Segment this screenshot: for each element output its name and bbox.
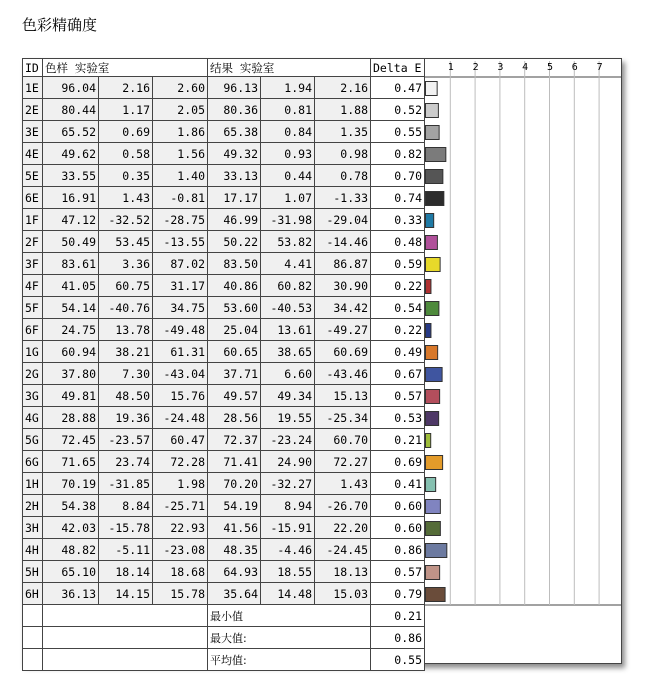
delta-e-cell: 0.52 — [371, 99, 425, 121]
delta-e-bar — [426, 434, 431, 448]
delta-e-cell: 0.70 — [371, 165, 425, 187]
delta-e-bar — [426, 82, 438, 96]
result-a-cell: 1.94 — [261, 77, 315, 99]
result-b-cell: 15.13 — [315, 385, 371, 407]
result-b-cell: 1.43 — [315, 473, 371, 495]
result-b-cell: 22.20 — [315, 517, 371, 539]
header-id: ID — [23, 59, 43, 77]
delta-e-cell: 0.47 — [371, 77, 425, 99]
table-header-row — [23, 59, 425, 77]
summary-value: 0.21 — [371, 605, 425, 627]
ref-b-cell: -23.08 — [153, 539, 208, 561]
table-row — [23, 561, 425, 583]
ref-a-cell: 14.15 — [99, 583, 153, 605]
result-L-cell: 70.20 — [208, 473, 261, 495]
result-b-cell: 34.42 — [315, 297, 371, 319]
delta-e-cell: 0.55 — [371, 121, 425, 143]
result-b-cell: 72.27 — [315, 451, 371, 473]
result-L-cell: 49.32 — [208, 143, 261, 165]
table-row — [23, 297, 425, 319]
row-id: 4E — [23, 143, 43, 165]
table-row — [23, 121, 425, 143]
result-b-cell: -26.70 — [315, 495, 371, 517]
ref-L-cell: 16.91 — [43, 187, 99, 209]
ref-L-cell: 65.52 — [43, 121, 99, 143]
table-row — [23, 517, 425, 539]
result-L-cell: 54.19 — [208, 495, 261, 517]
summary-row — [23, 649, 425, 671]
x-tick-label: 2 — [472, 62, 479, 73]
color-accuracy-panel — [22, 58, 622, 667]
result-L-cell: 72.37 — [208, 429, 261, 451]
result-b-cell: 0.98 — [315, 143, 371, 165]
result-a-cell: 38.65 — [261, 341, 315, 363]
ref-L-cell: 28.88 — [43, 407, 99, 429]
header-delta-e: Delta E — [371, 59, 425, 77]
delta-e-cell: 0.79 — [371, 583, 425, 605]
x-tick-label: 3 — [497, 62, 504, 73]
result-a-cell: 0.44 — [261, 165, 315, 187]
delta-e-bar — [426, 280, 431, 294]
result-a-cell: 4.41 — [261, 253, 315, 275]
ref-L-cell: 80.44 — [43, 99, 99, 121]
row-id: 5E — [23, 165, 43, 187]
row-id: 5G — [23, 429, 43, 451]
result-L-cell: 40.86 — [208, 275, 261, 297]
summary-value: 0.86 — [371, 627, 425, 649]
ref-a-cell: 18.14 — [99, 561, 153, 583]
delta-e-cell: 0.86 — [371, 539, 425, 561]
result-a-cell: -32.27 — [261, 473, 315, 495]
ref-a-cell: 60.75 — [99, 275, 153, 297]
table-row — [23, 363, 425, 385]
table-row — [23, 473, 425, 495]
ref-b-cell: 1.40 — [153, 165, 208, 187]
row-id: 4H — [23, 539, 43, 561]
ref-L-cell: 60.94 — [43, 341, 99, 363]
ref-b-cell: -0.81 — [153, 187, 208, 209]
ref-a-cell: 0.69 — [99, 121, 153, 143]
ref-a-cell: -5.11 — [99, 539, 153, 561]
row-id: 5F — [23, 297, 43, 319]
delta-e-cell: 0.60 — [371, 495, 425, 517]
ref-b-cell: 31.17 — [153, 275, 208, 297]
ref-b-cell: 15.78 — [153, 583, 208, 605]
delta-e-bar — [426, 148, 446, 162]
row-id: 2E — [23, 99, 43, 121]
row-id: 3E — [23, 121, 43, 143]
result-a-cell: 60.82 — [261, 275, 315, 297]
delta-e-cell: 0.57 — [371, 561, 425, 583]
row-id: 2F — [23, 231, 43, 253]
summary-blank-cell — [23, 649, 43, 671]
result-a-cell: 0.93 — [261, 143, 315, 165]
result-L-cell: 28.56 — [208, 407, 261, 429]
delta-e-bar — [426, 170, 443, 184]
result-b-cell: 1.35 — [315, 121, 371, 143]
delta-e-bar-chart — [424, 58, 622, 664]
result-b-cell: 18.13 — [315, 561, 371, 583]
result-a-cell: 14.48 — [261, 583, 315, 605]
result-a-cell: 24.90 — [261, 451, 315, 473]
summary-label: 最大值: — [208, 627, 371, 649]
ref-L-cell: 71.65 — [43, 451, 99, 473]
row-id: 5H — [23, 561, 43, 583]
row-id: 6F — [23, 319, 43, 341]
delta-e-bar — [426, 214, 434, 228]
delta-e-cell: 0.33 — [371, 209, 425, 231]
delta-e-cell: 0.49 — [371, 341, 425, 363]
summary-label: 最小值 — [208, 605, 371, 627]
table-row — [23, 407, 425, 429]
ref-b-cell: -43.04 — [153, 363, 208, 385]
result-a-cell: 53.82 — [261, 231, 315, 253]
table-row — [23, 165, 425, 187]
result-L-cell: 33.13 — [208, 165, 261, 187]
result-b-cell: 60.70 — [315, 429, 371, 451]
row-id: 3G — [23, 385, 43, 407]
ref-b-cell: -49.48 — [153, 319, 208, 341]
delta-e-bar — [426, 566, 440, 580]
result-a-cell: 6.60 — [261, 363, 315, 385]
summary-row — [23, 627, 425, 649]
delta-e-bar — [426, 236, 438, 250]
result-b-cell: 60.69 — [315, 341, 371, 363]
ref-L-cell: 49.62 — [43, 143, 99, 165]
ref-L-cell: 72.45 — [43, 429, 99, 451]
result-b-cell: 30.90 — [315, 275, 371, 297]
delta-e-bar — [426, 126, 440, 140]
ref-b-cell: 61.31 — [153, 341, 208, 363]
result-L-cell: 46.99 — [208, 209, 261, 231]
ref-L-cell: 47.12 — [43, 209, 99, 231]
result-b-cell: 2.16 — [315, 77, 371, 99]
ref-b-cell: 1.98 — [153, 473, 208, 495]
delta-e-bar — [426, 522, 441, 536]
ref-a-cell: 53.45 — [99, 231, 153, 253]
result-L-cell: 41.56 — [208, 517, 261, 539]
delta-e-bar — [426, 324, 431, 338]
table-row — [23, 495, 425, 517]
delta-e-bar — [426, 192, 444, 206]
result-L-cell: 48.35 — [208, 539, 261, 561]
table-row — [23, 429, 425, 451]
row-id: 2H — [23, 495, 43, 517]
table-row — [23, 341, 425, 363]
delta-e-cell: 0.82 — [371, 143, 425, 165]
result-L-cell: 53.60 — [208, 297, 261, 319]
ref-a-cell: 8.84 — [99, 495, 153, 517]
summary-blank-cell — [23, 605, 43, 627]
row-id: 1E — [23, 77, 43, 99]
result-L-cell: 35.64 — [208, 583, 261, 605]
delta-e-bar — [426, 368, 443, 382]
result-b-cell: -24.45 — [315, 539, 371, 561]
ref-a-cell: -31.85 — [99, 473, 153, 495]
result-a-cell: 1.07 — [261, 187, 315, 209]
delta-e-bar — [426, 104, 439, 118]
chart-frame — [425, 59, 622, 664]
header-result-lab: 结果 实验室 — [208, 59, 371, 77]
result-a-cell: 19.55 — [261, 407, 315, 429]
ref-L-cell: 70.19 — [43, 473, 99, 495]
delta-e-cell: 0.53 — [371, 407, 425, 429]
row-id: 6G — [23, 451, 43, 473]
row-id: 1H — [23, 473, 43, 495]
result-L-cell: 50.22 — [208, 231, 261, 253]
table-row — [23, 77, 425, 99]
result-b-cell: -1.33 — [315, 187, 371, 209]
result-a-cell: -4.46 — [261, 539, 315, 561]
ref-b-cell: 15.76 — [153, 385, 208, 407]
delta-e-cell: 0.22 — [371, 319, 425, 341]
result-L-cell: 37.71 — [208, 363, 261, 385]
delta-e-cell: 0.60 — [371, 517, 425, 539]
delta-e-bar — [426, 478, 436, 492]
row-id: 1G — [23, 341, 43, 363]
result-b-cell: 0.78 — [315, 165, 371, 187]
result-a-cell: 0.84 — [261, 121, 315, 143]
header-reference-lab: 色样 实验室 — [43, 59, 208, 77]
table-row — [23, 253, 425, 275]
ref-b-cell: -13.55 — [153, 231, 208, 253]
row-id: 3F — [23, 253, 43, 275]
ref-b-cell: 60.47 — [153, 429, 208, 451]
ref-L-cell: 36.13 — [43, 583, 99, 605]
ref-b-cell: 18.68 — [153, 561, 208, 583]
delta-e-cell: 0.74 — [371, 187, 425, 209]
delta-e-cell: 0.67 — [371, 363, 425, 385]
result-a-cell: -15.91 — [261, 517, 315, 539]
result-a-cell: 0.81 — [261, 99, 315, 121]
result-L-cell: 65.38 — [208, 121, 261, 143]
delta-e-cell: 0.59 — [371, 253, 425, 275]
table-row — [23, 583, 425, 605]
result-b-cell: -25.34 — [315, 407, 371, 429]
ref-b-cell: 1.56 — [153, 143, 208, 165]
table-row — [23, 143, 425, 165]
result-L-cell: 60.65 — [208, 341, 261, 363]
x-tick-label: 4 — [522, 62, 529, 73]
result-b-cell: -43.46 — [315, 363, 371, 385]
ref-b-cell: 87.02 — [153, 253, 208, 275]
result-b-cell: 86.87 — [315, 253, 371, 275]
row-id: 6H — [23, 583, 43, 605]
delta-e-cell: 0.21 — [371, 429, 425, 451]
result-L-cell: 17.17 — [208, 187, 261, 209]
row-id: 1F — [23, 209, 43, 231]
ref-a-cell: 48.50 — [99, 385, 153, 407]
ref-L-cell: 42.03 — [43, 517, 99, 539]
summary-blank-cell — [43, 627, 208, 649]
ref-a-cell: 1.43 — [99, 187, 153, 209]
result-a-cell: 8.94 — [261, 495, 315, 517]
ref-b-cell: -28.75 — [153, 209, 208, 231]
color-accuracy-table — [22, 58, 425, 671]
delta-e-cell: 0.41 — [371, 473, 425, 495]
x-tick-label: 7 — [596, 62, 603, 73]
ref-b-cell: 1.86 — [153, 121, 208, 143]
result-b-cell: 15.03 — [315, 583, 371, 605]
delta-e-cell: 0.22 — [371, 275, 425, 297]
ref-b-cell: -24.48 — [153, 407, 208, 429]
summary-row — [23, 605, 425, 627]
ref-L-cell: 83.61 — [43, 253, 99, 275]
delta-e-cell: 0.54 — [371, 297, 425, 319]
ref-b-cell: 2.05 — [153, 99, 208, 121]
table-row — [23, 275, 425, 297]
ref-L-cell: 65.10 — [43, 561, 99, 583]
ref-a-cell: -15.78 — [99, 517, 153, 539]
row-id: 3H — [23, 517, 43, 539]
table-row — [23, 99, 425, 121]
table-row — [23, 187, 425, 209]
ref-a-cell: 23.74 — [99, 451, 153, 473]
delta-e-bar — [426, 412, 439, 426]
ref-L-cell: 48.82 — [43, 539, 99, 561]
ref-L-cell: 54.38 — [43, 495, 99, 517]
ref-a-cell: 19.36 — [99, 407, 153, 429]
page-title: 色彩精确度 — [22, 16, 98, 34]
table-row — [23, 539, 425, 561]
ref-a-cell: 2.16 — [99, 77, 153, 99]
ref-a-cell: 38.21 — [99, 341, 153, 363]
result-L-cell: 83.50 — [208, 253, 261, 275]
row-id: 4F — [23, 275, 43, 297]
ref-a-cell: -32.52 — [99, 209, 153, 231]
ref-a-cell: 7.30 — [99, 363, 153, 385]
ref-b-cell: 22.93 — [153, 517, 208, 539]
row-id: 6E — [23, 187, 43, 209]
summary-label: 平均值: — [208, 649, 371, 671]
ref-a-cell: 13.78 — [99, 319, 153, 341]
ref-a-cell: 0.35 — [99, 165, 153, 187]
result-b-cell: -14.46 — [315, 231, 371, 253]
delta-e-cell: 0.57 — [371, 385, 425, 407]
ref-b-cell: 72.28 — [153, 451, 208, 473]
result-L-cell: 80.36 — [208, 99, 261, 121]
table-row — [23, 209, 425, 231]
result-L-cell: 49.57 — [208, 385, 261, 407]
summary-blank-cell — [43, 605, 208, 627]
ref-a-cell: -40.76 — [99, 297, 153, 319]
summary-value: 0.55 — [371, 649, 425, 671]
result-a-cell: 49.34 — [261, 385, 315, 407]
delta-e-bar — [426, 544, 447, 558]
ref-L-cell: 54.14 — [43, 297, 99, 319]
result-a-cell: -23.24 — [261, 429, 315, 451]
row-id: 2G — [23, 363, 43, 385]
ref-L-cell: 33.55 — [43, 165, 99, 187]
table-row — [23, 451, 425, 473]
result-L-cell: 25.04 — [208, 319, 261, 341]
delta-e-cell: 0.69 — [371, 451, 425, 473]
delta-e-cell: 0.48 — [371, 231, 425, 253]
ref-L-cell: 41.05 — [43, 275, 99, 297]
delta-e-bar — [426, 588, 446, 602]
result-L-cell: 71.41 — [208, 451, 261, 473]
delta-e-bar — [426, 456, 443, 470]
result-a-cell: 13.61 — [261, 319, 315, 341]
table-row — [23, 319, 425, 341]
ref-L-cell: 37.80 — [43, 363, 99, 385]
x-tick-label: 1 — [447, 62, 454, 73]
ref-b-cell: 2.60 — [153, 77, 208, 99]
result-b-cell: -49.27 — [315, 319, 371, 341]
table-row — [23, 385, 425, 407]
ref-a-cell: -23.57 — [99, 429, 153, 451]
result-b-cell: -29.04 — [315, 209, 371, 231]
delta-e-bar — [426, 390, 440, 404]
ref-L-cell: 49.81 — [43, 385, 99, 407]
ref-b-cell: 34.75 — [153, 297, 208, 319]
ref-a-cell: 0.58 — [99, 143, 153, 165]
summary-blank-cell — [23, 627, 43, 649]
ref-b-cell: -25.71 — [153, 495, 208, 517]
ref-a-cell: 1.17 — [99, 99, 153, 121]
row-id: 4G — [23, 407, 43, 429]
ref-L-cell: 24.75 — [43, 319, 99, 341]
result-b-cell: 1.88 — [315, 99, 371, 121]
table-row — [23, 231, 425, 253]
x-tick-label: 5 — [546, 62, 554, 73]
ref-L-cell: 96.04 — [43, 77, 99, 99]
result-a-cell: 18.55 — [261, 561, 315, 583]
delta-e-bar — [426, 302, 439, 316]
delta-e-bar — [426, 346, 438, 360]
delta-e-bar — [426, 258, 441, 272]
ref-L-cell: 50.49 — [43, 231, 99, 253]
result-a-cell: -31.98 — [261, 209, 315, 231]
summary-blank-cell — [43, 649, 208, 671]
result-a-cell: -40.53 — [261, 297, 315, 319]
ref-a-cell: 3.36 — [99, 253, 153, 275]
x-tick-label: 6 — [571, 62, 578, 73]
delta-e-bar — [426, 500, 441, 514]
result-L-cell: 64.93 — [208, 561, 261, 583]
result-L-cell: 96.13 — [208, 77, 261, 99]
